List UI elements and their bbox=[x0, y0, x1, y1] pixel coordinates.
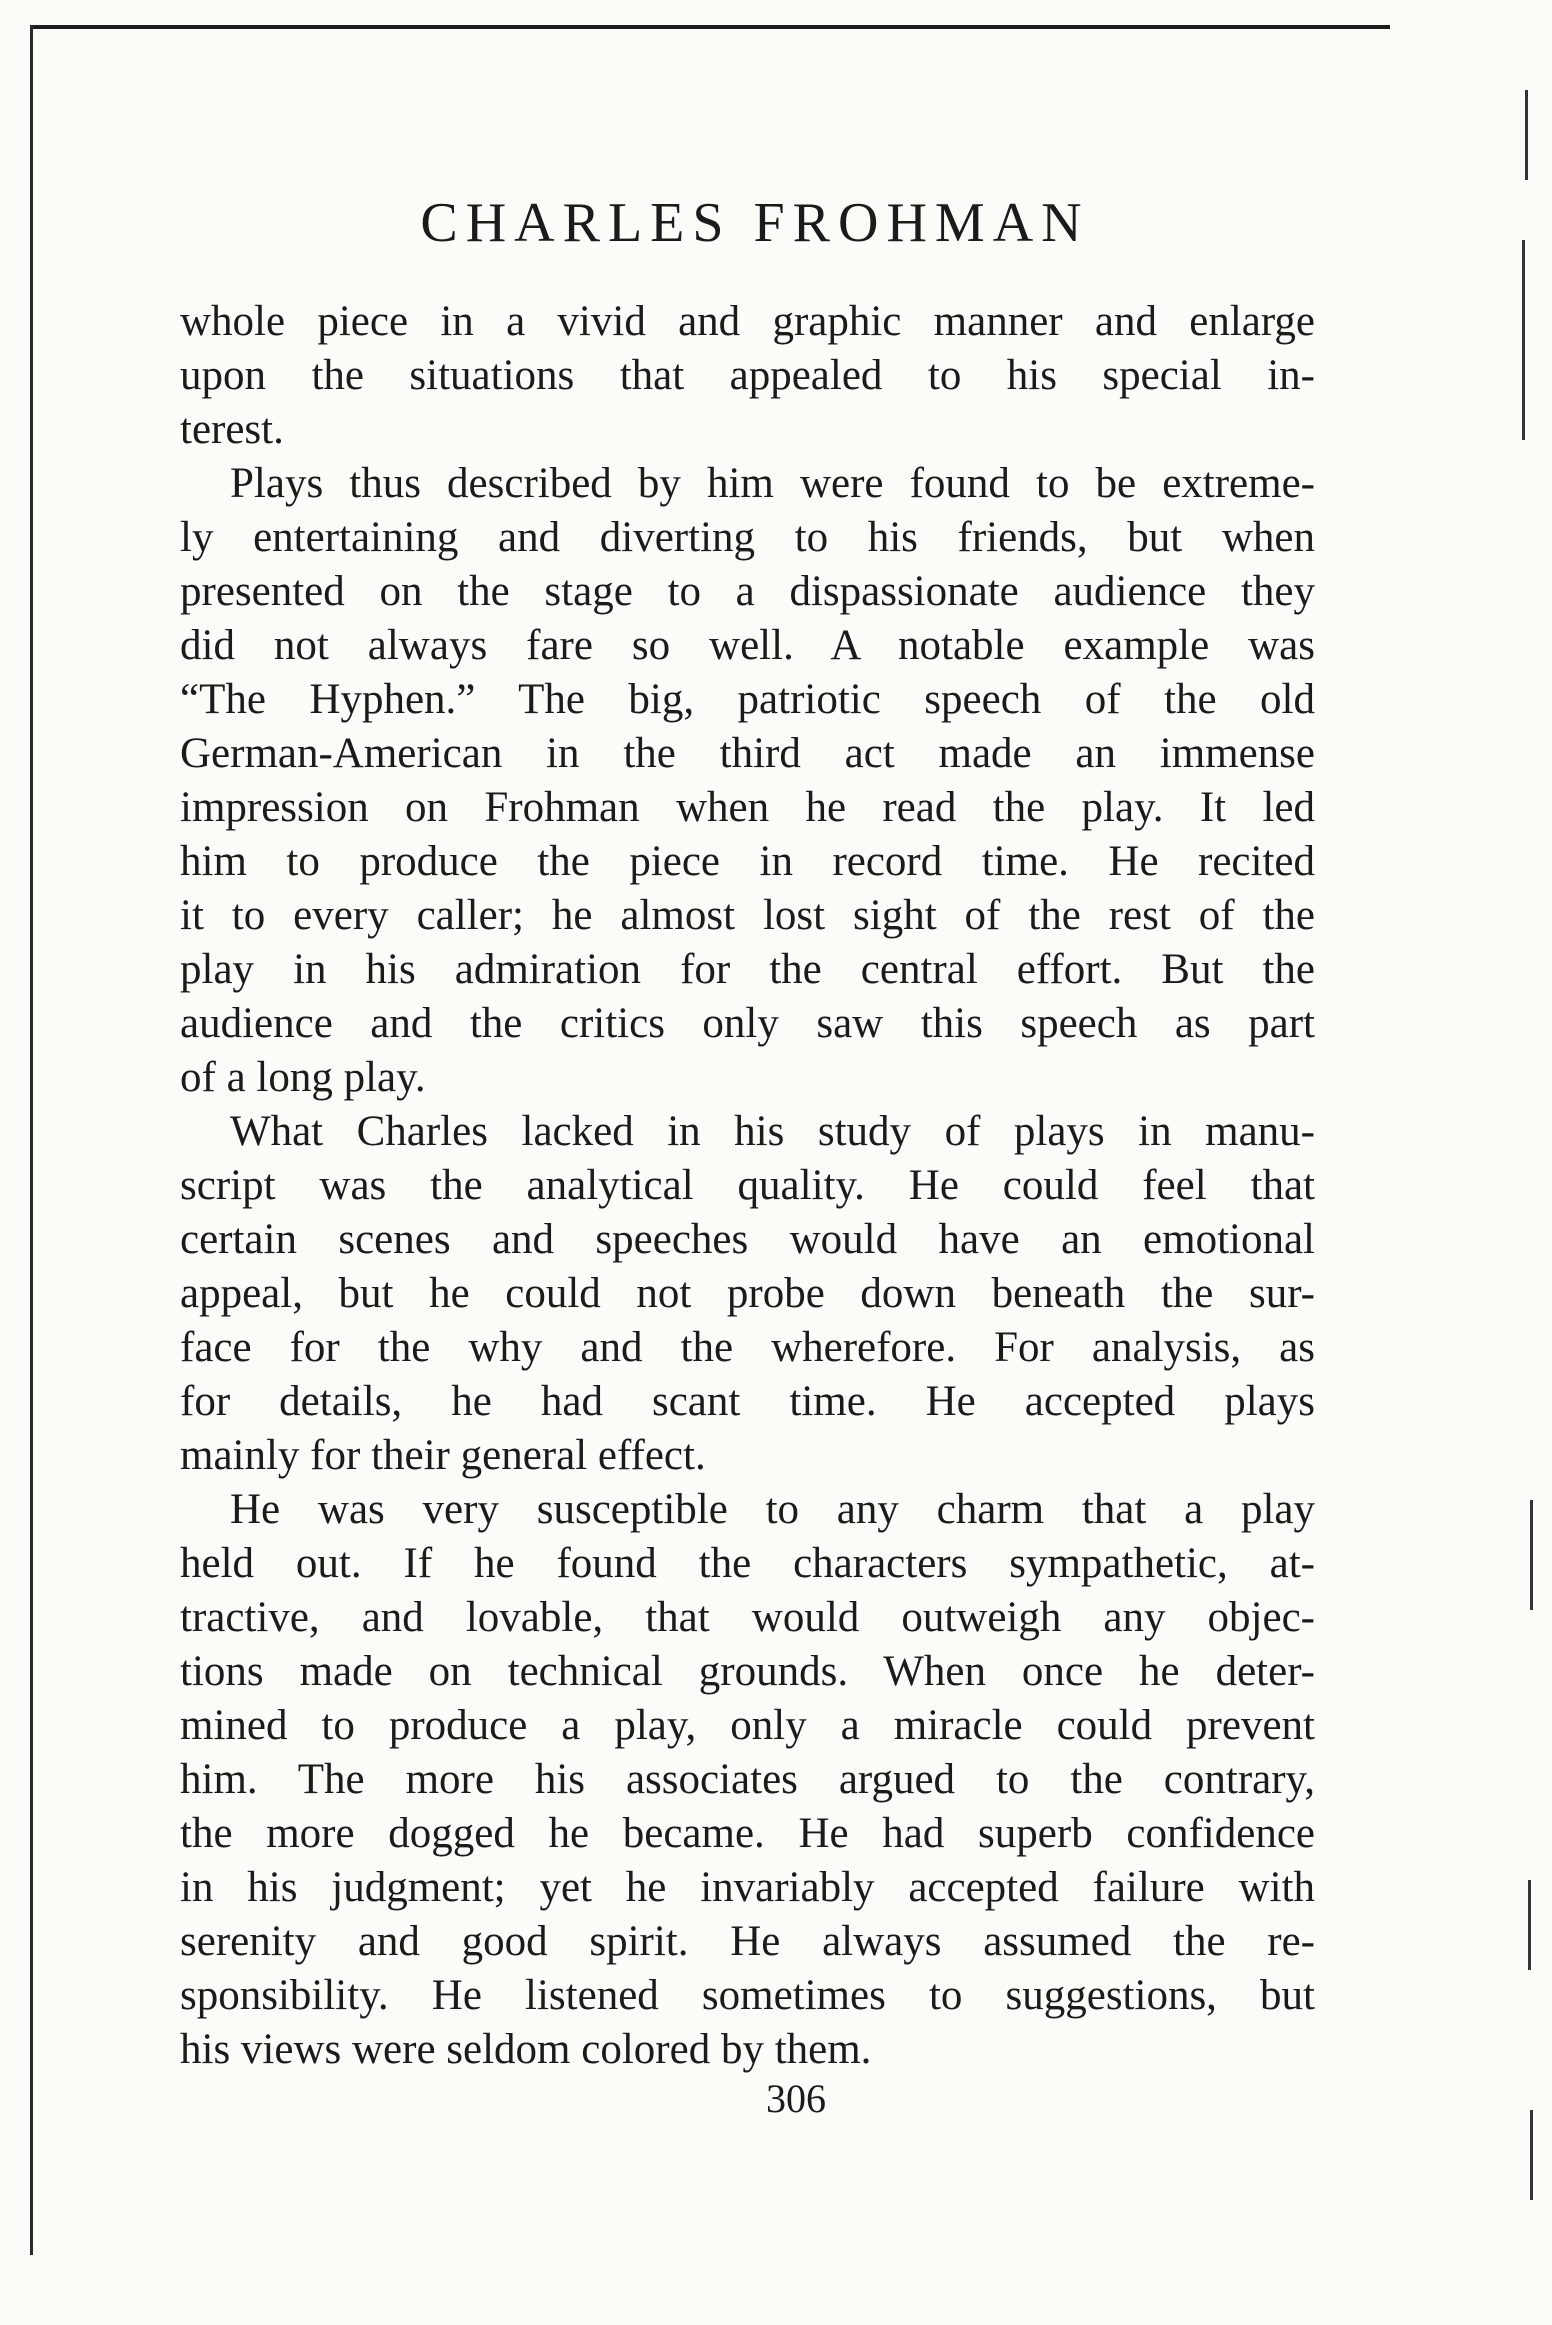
body-text bbox=[180, 295, 1315, 2077]
text-line: What Charles lacked in his study of plays in manu- bbox=[230, 1108, 1315, 1155]
text-line: certain scenes and speeches would have an emotional bbox=[180, 1216, 1315, 1263]
text-line: German-American in the third act made an immense bbox=[180, 730, 1315, 777]
running-header: CHARLES FROHMAN bbox=[420, 192, 1090, 254]
text-line: upon the situations that appealed to his special in- bbox=[180, 352, 1315, 399]
text-line: Plays thus described by him were found to be extreme- bbox=[230, 460, 1315, 507]
text-line: it to every caller; he almost lost sight of the rest of the bbox=[180, 892, 1315, 939]
text-line: appeal, but he could not probe down beneath the sur- bbox=[180, 1270, 1315, 1317]
scan-mark bbox=[1522, 240, 1525, 440]
text-line: in his judgment; yet he invariably accepted failure with bbox=[180, 1864, 1315, 1911]
text-line: audience and the critics only saw this speech as part bbox=[180, 1000, 1315, 1047]
text-line: script was the analytical quality. He could feel that bbox=[180, 1162, 1315, 1209]
page-scan-border-top bbox=[30, 25, 1390, 29]
text-line: him. The more his associates argued to the contrary, bbox=[180, 1756, 1315, 1803]
text-line: whole piece in a vivid and graphic manner and enlarge bbox=[180, 298, 1315, 345]
text-line: ly entertaining and diverting to his friends, but when bbox=[180, 514, 1315, 561]
text-line: presented on the stage to a dispassionate audience they bbox=[180, 568, 1315, 615]
text-line: of a long play. bbox=[180, 1054, 426, 1101]
text-line: tions made on technical grounds. When once he deter- bbox=[180, 1648, 1315, 1695]
text-line: for details, he had scant time. He accepted plays bbox=[180, 1378, 1315, 1425]
text-line: He was very susceptible to any charm that a play bbox=[230, 1486, 1315, 1533]
text-line: him to produce the piece in record time. He recited bbox=[180, 838, 1315, 885]
text-line: the more dogged he became. He had superb confidence bbox=[180, 1810, 1315, 1857]
text-line: terest. bbox=[180, 406, 284, 453]
text-line: mined to produce a play, only a miracle could prevent bbox=[180, 1702, 1315, 1749]
text-line: impression on Frohman when he read the play. It led bbox=[180, 784, 1315, 831]
text-line: face for the why and the wherefore. For analysis, as bbox=[180, 1324, 1315, 1371]
text-line: his views were seldom colored by them. bbox=[180, 2026, 872, 2073]
text-line: “The Hyphen.” The big, patriotic speech of the old bbox=[180, 676, 1315, 723]
scan-mark bbox=[1530, 2110, 1533, 2200]
page-scan-border-left bbox=[30, 25, 33, 2255]
scan-mark bbox=[1525, 90, 1528, 180]
text-line: serenity and good spirit. He always assumed the re- bbox=[180, 1918, 1315, 1965]
text-line: sponsibility. He listened sometimes to suggestions, but bbox=[180, 1972, 1315, 2019]
text-line: tractive, and lovable, that would outweigh any objec- bbox=[180, 1594, 1315, 1641]
text-line: did not always fare so well. A notable example was bbox=[180, 622, 1315, 669]
page-number: 306 bbox=[766, 2076, 826, 2121]
scan-mark bbox=[1530, 1500, 1533, 1610]
text-line: mainly for their general effect. bbox=[180, 1432, 706, 1479]
text-line: play in his admiration for the central effort. But the bbox=[180, 946, 1315, 993]
scan-mark bbox=[1528, 1880, 1531, 1970]
text-line: held out. If he found the characters sympathetic, at- bbox=[180, 1540, 1315, 1587]
